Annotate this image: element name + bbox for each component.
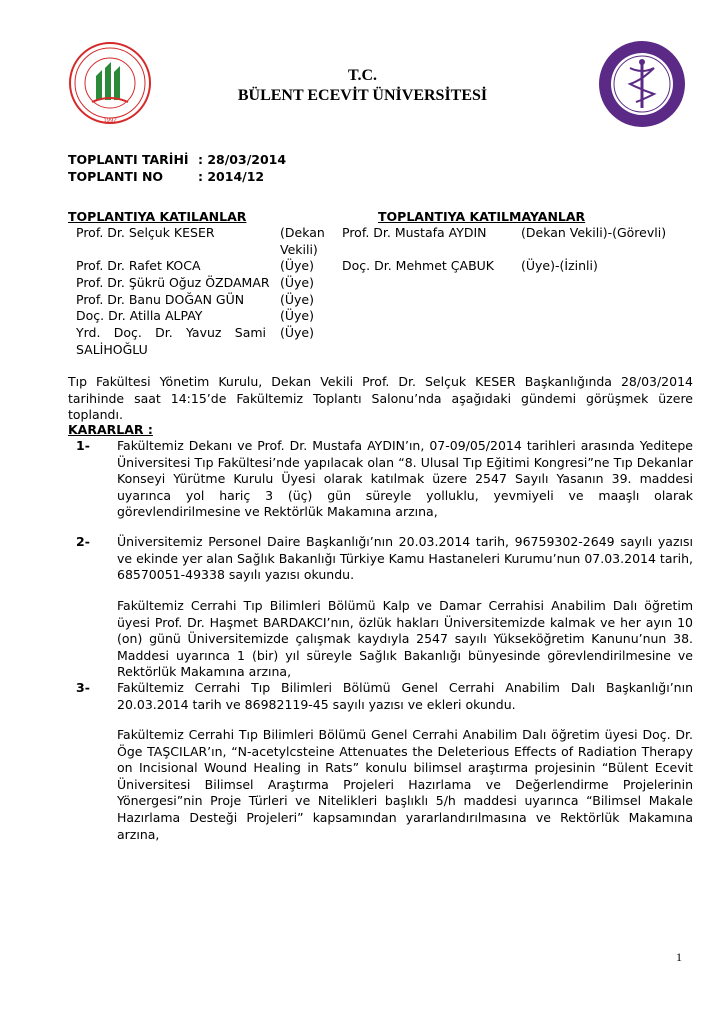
meeting-date-value: : 28/03/2014	[198, 152, 287, 167]
absent-role-1: (Dekan Vekili)-(Görevli)	[521, 225, 667, 240]
decision-3-paragraph-1: Fakültemiz Cerrahi Tıp Bilimleri Bölümü Genel Cerrahi Anabilim Dalı Başkanlığı’nın 20.03.2014 tarih ve 86982119-45 sayılı yazısı ve ekleri okundu.	[117, 680, 693, 712]
present-name-2: Prof. Dr. Rafet KOCA	[76, 258, 201, 273]
absent-role-2: (Üye)-(İzinli)	[521, 258, 598, 273]
present-role-6: (Üye)	[280, 325, 314, 340]
present-name-1: Prof. Dr. Selçuk KESER	[76, 225, 215, 240]
absent-heading: TOPLANTIYA KATILMAYANLAR	[378, 209, 586, 224]
meeting-date-label: TOPLANTI TARİHİ	[68, 152, 189, 167]
present-role-4: (Üye)	[280, 292, 314, 307]
absent-name-1: Prof. Dr. Mustafa AYDIN	[342, 225, 487, 240]
seal-year: 1992	[103, 118, 117, 124]
present-heading: TOPLANTIYA KATILANLAR	[68, 209, 247, 224]
decision-1-paragraph-1: Fakültemiz Dekanı ve Prof. Dr. Mustafa AYDIN’ın, 07-09/05/2014 tarihleri arasında Yeditepe Üniversitesi Tıp Fakültesi’nde yapılacak olan “8. Ulusal Tıp Eğitimi Kongresi”ne Tıp Dekanlar Konseyi Yürütme Kurulu Üyesi olarak katılmak üzere 2547 Sayılı Yasanın 39. maddesi uyarınca yol hariç 3 (üç) gün süreyle yolluklu, yevmiyeli ve maaşlı olarak görevlendirilmesine ve Rektörlük Makamına arzına,	[117, 438, 693, 520]
decision-number-2: 2-	[76, 534, 90, 549]
decision-number-3: 3-	[76, 680, 90, 695]
present-name-4: Prof. Dr. Banu DOĞAN GÜN	[76, 292, 245, 307]
header-tc: T.C.	[347, 67, 378, 84]
decision-3-paragraph-2: Fakültemiz Cerrahi Tıp Bilimleri Bölümü Genel Cerrahi Anabilim Dalı öğretim üyesi Doç. Dr. Öge TAŞCILAR’ın, “N-acetylcsteine Attenuates the Deleterious Effects of Radiation Therapy on Incisional Wound Healing in Rats” konulu bilimsel araştırma projesinin “Bülent Ecevit Üniversitesi Bilimsel Araştırma Projeleri Hazırlama ve Değerlendirme Projelerinin Yönergesi”nin Proje Türleri ve Nitelikleri başlıklı 5/h maddesi uyarınca “Bilimsel Makale Hazırlama Desteği Projeleri” kapsamından yararlandırılmasına ve Rektörlük Makamına arzına,	[117, 727, 693, 842]
decision-2-paragraph-1: Üniversitemiz Personel Daire Başkanlığı’nın 20.03.2014 tarih, 96759302-2649 sayılı yazısı ve ekinde yer alan Sağlık Bakanlığı Türkiye Kamu Hastaneleri Kurumu’nun 07.03.2014 tarih, 68570051-49338 sayılı yazısı okundu.	[117, 534, 693, 583]
meeting-no-label: TOPLANTI NO	[68, 169, 164, 184]
page-number: 1	[676, 950, 682, 964]
present-role-1: (Dekan Vekili)	[280, 225, 325, 257]
meeting-no-value: : 2014/12	[198, 169, 265, 184]
present-role-5: (Üye)	[280, 308, 314, 323]
present-name-3: Prof. Dr. Şükrü Oğuz ÖZDAMAR	[76, 275, 270, 290]
header-university-name: BÜLENT ECEVİT ÜNİVERSİTESİ	[237, 87, 488, 104]
absent-name-2: Doç. Dr. Mehmet ÇABUK	[342, 258, 494, 273]
present-role-3: (Üye)	[280, 275, 314, 290]
intro-paragraph: Tıp Fakültesi Yönetim Kurulu, Dekan Vekili Prof. Dr. Selçuk KESER Başkanlığında 28/03/2014 tarihinde saat 14:15’de Fakültemiz Toplantı Salonu’nda aşağıdaki gündemi görüşmek üzere toplandı.	[68, 374, 693, 423]
present-name-5: Doç. Dr. Atilla ALPAY	[76, 308, 203, 323]
decision-number-1: 1-	[76, 438, 90, 453]
present-name-6: Yrd. Doç. Dr. Yavuz Sami SALİHOĞLU	[76, 325, 266, 357]
present-role-2: (Üye)	[280, 258, 314, 273]
decisions-heading: KARARLAR :	[68, 422, 153, 437]
decision-2-paragraph-2: Fakültemiz Cerrahi Tıp Bilimleri Bölümü Kalp ve Damar Cerrahisi Anabilim Dalı öğretim üyesi Prof. Dr. Haşmet BARDAKCI’nın, özlük hakları Üniversitemizde kalmak ve her ayın 10 (on) günü Üniversitemizde çalışmak kaydıyla 2547 sayılı Yükseköğretim Kanunu’nun 38. Maddesi uyarınca 1 (bir) yıl süreyle Sağlık Bakanlığı bünyesinde görevlendirilmesine ve Rektörlük Makamına arzına,	[117, 598, 693, 680]
